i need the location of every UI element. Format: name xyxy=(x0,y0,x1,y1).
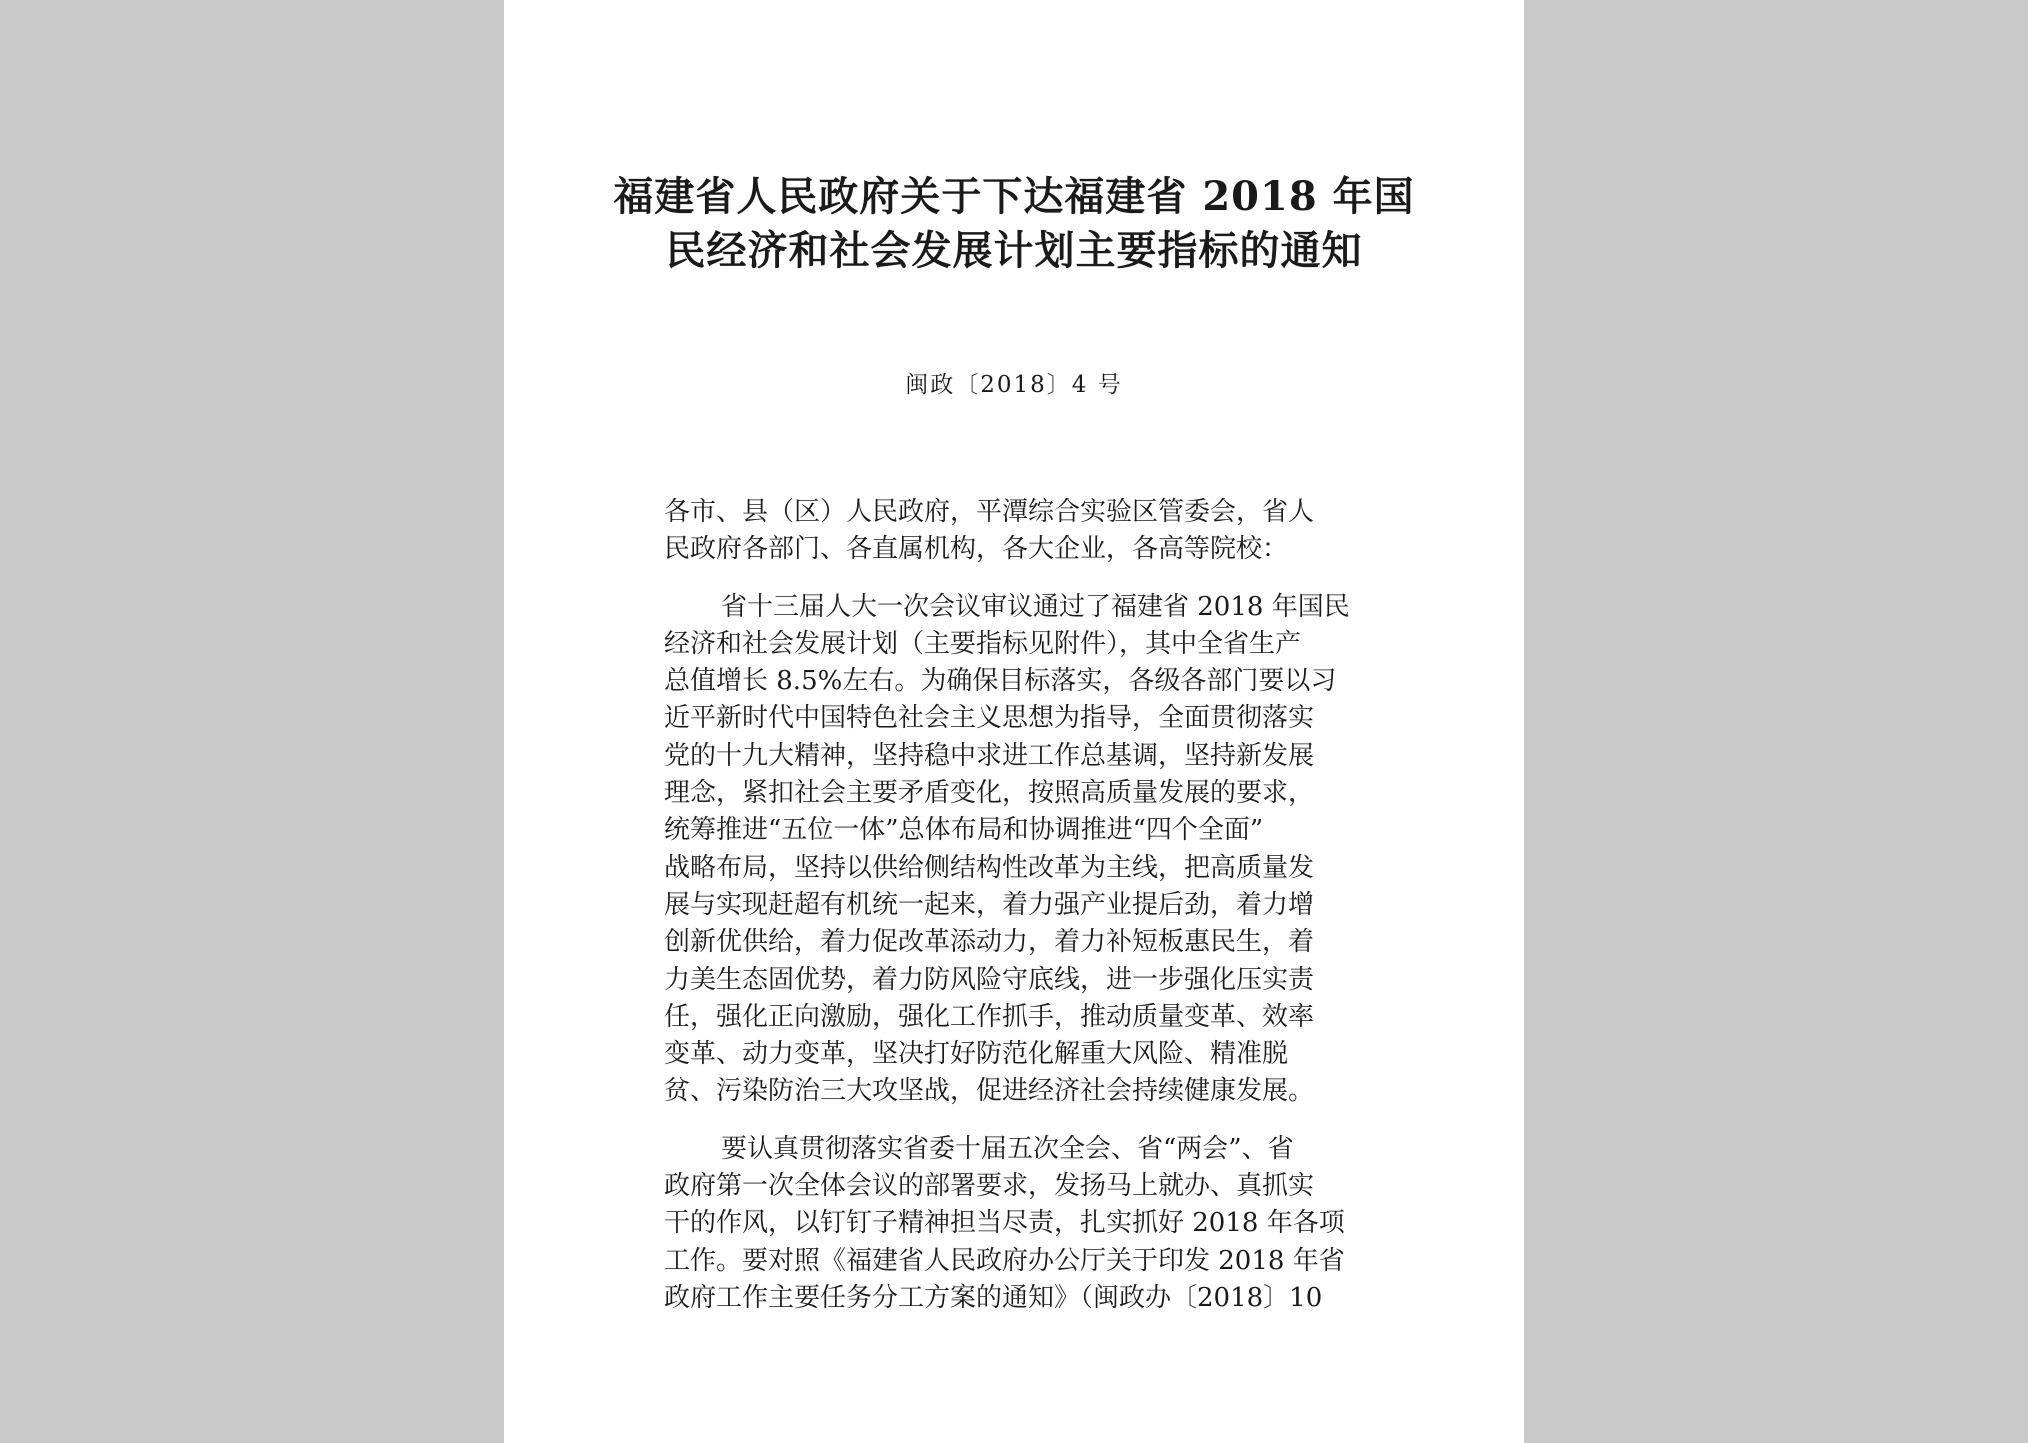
body-paragraph-1 xyxy=(664,589,1366,1111)
title-line-2: 民经济和社会发展计划主要指标的通知 xyxy=(665,227,1363,274)
document-body xyxy=(664,494,1366,1337)
title-line-1: 福建省人民政府关于下达福建省 2018 年国 xyxy=(613,173,1415,220)
body-line: 政府工作主要任务分工方案的通知》（闽政办〔2018〕10 xyxy=(664,1282,1323,1313)
body-line: 理念，紧扣社会主要矛盾变化，按照高质量发展的要求， xyxy=(664,778,1315,809)
body-line: 干的作风，以钉钉子精神担当尽责，扎实抓好 2018 年各项 xyxy=(664,1208,1345,1239)
document-number: 闽政〔2018〕4 号 xyxy=(905,372,1123,398)
body-line: 总值增长 8.5%左右。为确保目标落实，各级各部门要以习 xyxy=(664,666,1337,697)
body-line: 经济和社会发展计划（主要指标见附件），其中全省生产 xyxy=(664,628,1302,659)
body-line: 展与实现赶超有机统一起来，着力强产业提后劲，着力增 xyxy=(664,889,1315,920)
body-line: 各市、县（区）人民政府，平潭综合实验区管委会，省人 xyxy=(664,497,1315,527)
body-line: 近平新时代中国特色社会主义思想为指导，全面贯彻落实 xyxy=(664,703,1315,734)
document-title xyxy=(504,170,1524,278)
body-paragraph-2 xyxy=(664,1131,1366,1317)
body-line: 变革、动力变革，坚决打好防范化解重大风险、精准脱 xyxy=(664,1039,1289,1070)
body-line: 创新优供给，着力促改革添动力，着力补短板惠民生，着 xyxy=(664,927,1315,958)
body-line: 统筹推进“五位一体”总体布局和协调推进“四个全面” xyxy=(664,815,1264,846)
body-line: 贫、污染防治三大攻坚战，促进经济社会持续健康发展。 xyxy=(664,1076,1315,1107)
body-line: 民政府各部门、各直属机构，各大企业，各高等院校： xyxy=(664,534,1289,565)
body-line: 战略布局，坚持以供给侧结构性改革为主线，把高质量发 xyxy=(664,852,1315,883)
body-line: 要认真贯彻落实省委十届五次全会、省“两会”、省 xyxy=(721,1133,1294,1164)
body-line: 力美生态固优势，着力防风险守底线，进一步强化压实责 xyxy=(664,964,1315,995)
body-line: 政府第一次全体会议的部署要求，发扬马上就办、真抓实 xyxy=(664,1171,1315,1202)
body-line: 党的十九大精神，坚持稳中求进工作总基调，坚持新发展 xyxy=(664,740,1315,771)
salutation-paragraph xyxy=(664,494,1366,569)
body-line: 工作。要对照《福建省人民政府办公厅关于印发 2018 年省 xyxy=(664,1245,1345,1276)
document-page xyxy=(504,0,1524,1443)
body-line: 任，强化正向激励，强化工作抓手，推动质量变革、效率 xyxy=(664,1001,1315,1032)
body-line: 省十三届人大一次会议审议通过了福建省 2018 年国民 xyxy=(721,591,1350,622)
